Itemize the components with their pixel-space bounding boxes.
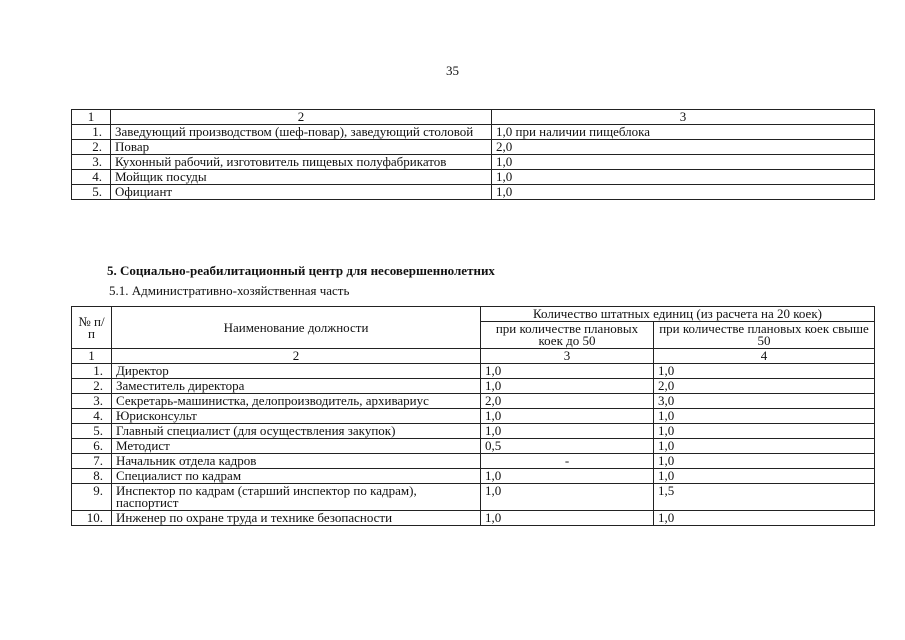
count-over-50: 1,0 — [654, 511, 875, 526]
table-index-row — [72, 349, 875, 364]
count-over-50: 1,0 — [654, 364, 875, 379]
row-number: 9. — [72, 484, 112, 511]
row-number: 3. — [72, 394, 112, 409]
table-row — [72, 424, 875, 439]
count-over-50: 1,0 — [654, 424, 875, 439]
table-row — [72, 379, 875, 394]
table-row — [72, 409, 875, 424]
position-name: Специалист по кадрам — [112, 469, 481, 484]
count-over-50: 3,0 — [654, 394, 875, 409]
row-number: 10. — [72, 511, 112, 526]
staff-table-catering — [71, 109, 875, 200]
count-over-50: 1,0 — [654, 409, 875, 424]
count-under-50: 1,0 — [481, 511, 654, 526]
row-number: 5. — [72, 424, 112, 439]
subsection-title: 5.1. Административно-хозяйственная часть — [109, 283, 350, 298]
row-number: 5. — [72, 185, 111, 200]
row-number: 7. — [72, 454, 112, 469]
table-header-row — [72, 307, 875, 322]
row-number: 4. — [72, 170, 111, 185]
count-over-50: 1,5 — [654, 484, 875, 511]
count-under-50: 2,0 — [481, 394, 654, 409]
index-cell: 3 — [481, 349, 654, 364]
count-under-50: 1,0 — [481, 409, 654, 424]
table-row — [72, 394, 875, 409]
staff-count: 1,0 — [492, 155, 875, 170]
position-name: Главный специалист (для осуществления закупок) — [112, 424, 481, 439]
table-row — [72, 511, 875, 526]
table-row — [72, 469, 875, 484]
header-cell: 1 — [72, 110, 111, 125]
position-name: Начальник отдела кадров — [112, 454, 481, 469]
count-over-50: 1,0 — [654, 469, 875, 484]
table-row — [72, 364, 875, 379]
table-row — [72, 185, 875, 200]
position-name: Методист — [112, 439, 481, 454]
position-name: Инженер по охране труда и технике безопасности — [112, 511, 481, 526]
table-header-row — [72, 110, 875, 125]
header-number: № п/п — [72, 307, 112, 349]
count-under-50: 1,0 — [481, 484, 654, 511]
table-row — [72, 140, 875, 155]
position-name: Мойщик посуды — [111, 170, 492, 185]
page-number: 35 — [446, 63, 459, 78]
row-number: 2. — [72, 140, 111, 155]
table-row — [72, 454, 875, 469]
position-name: Юрисконсульт — [112, 409, 481, 424]
header-under-50-beds: при количестве плановых коек до 50 — [481, 322, 654, 349]
row-number: 4. — [72, 409, 112, 424]
count-under-50: - — [481, 454, 654, 469]
index-cell: 2 — [112, 349, 481, 364]
count-over-50: 2,0 — [654, 379, 875, 394]
index-cell: 1 — [72, 349, 112, 364]
staff-count: 2,0 — [492, 140, 875, 155]
header-position-name: Наименование должности — [112, 307, 481, 349]
staff-count: 1,0 — [492, 170, 875, 185]
count-under-50: 0,5 — [481, 439, 654, 454]
header-cell: 2 — [111, 110, 492, 125]
row-number: 8. — [72, 469, 112, 484]
table-row — [72, 484, 875, 511]
count-over-50: 1,0 — [654, 439, 875, 454]
header-over-50-beds: при количестве плановых коек свыше 50 — [654, 322, 875, 349]
position-name: Инспектор по кадрам (старший инспектор по кадрам), паспортист — [112, 484, 481, 511]
staff-count: 1,0 — [492, 185, 875, 200]
count-over-50: 1,0 — [654, 454, 875, 469]
row-number: 1. — [72, 364, 112, 379]
table-row — [72, 155, 875, 170]
position-name: Заведующий производством (шеф-повар), заведующий столовой — [111, 125, 492, 140]
table-row — [72, 170, 875, 185]
position-name: Повар — [111, 140, 492, 155]
row-number: 2. — [72, 379, 112, 394]
row-number: 6. — [72, 439, 112, 454]
staff-count: 1,0 при наличии пищеблока — [492, 125, 875, 140]
count-under-50: 1,0 — [481, 364, 654, 379]
position-name: Секретарь-машинистка, делопроизводитель, архивариус — [112, 394, 481, 409]
table-row — [72, 439, 875, 454]
count-under-50: 1,0 — [481, 379, 654, 394]
staff-table-administration — [71, 306, 875, 526]
index-cell: 4 — [654, 349, 875, 364]
header-staff-count: Количество штатных единиц (из расчета на 20 коек) — [481, 307, 875, 322]
row-number: 1. — [72, 125, 111, 140]
position-name: Директор — [112, 364, 481, 379]
header-cell: 3 — [492, 110, 875, 125]
position-name: Кухонный рабочий, изготовитель пищевых полуфабрикатов — [111, 155, 492, 170]
position-name: Официант — [111, 185, 492, 200]
section-title: 5. Социально-реабилитационный центр для несовершеннолетних — [107, 263, 495, 278]
position-name: Заместитель директора — [112, 379, 481, 394]
row-number: 3. — [72, 155, 111, 170]
count-under-50: 1,0 — [481, 424, 654, 439]
count-under-50: 1,0 — [481, 469, 654, 484]
table-row — [72, 125, 875, 140]
